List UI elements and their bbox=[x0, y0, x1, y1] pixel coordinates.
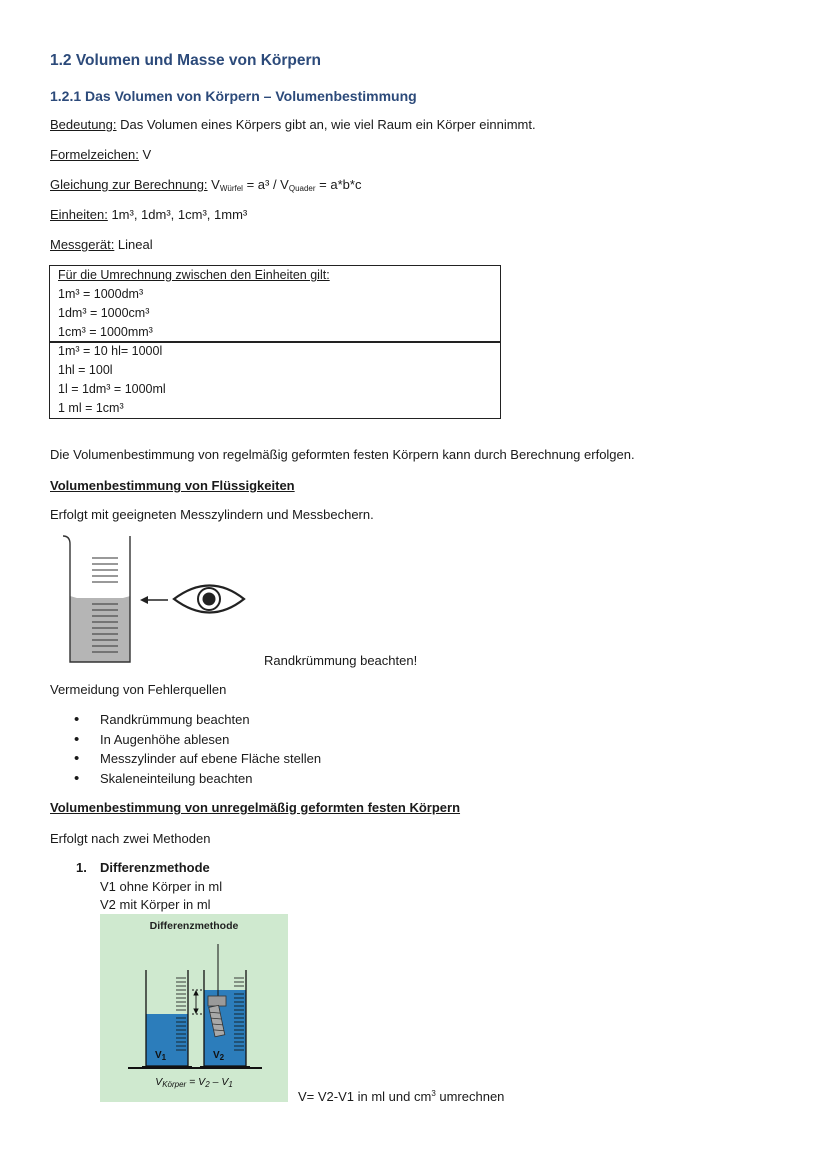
measuring-cylinder bbox=[63, 536, 130, 662]
gleichung-label: Gleichung zur Berechnung: bbox=[50, 177, 208, 192]
figure-title: Differenzmethode bbox=[149, 920, 239, 932]
conversion-row: 1dm³ = 1000cm³ bbox=[58, 306, 150, 320]
einheiten-text: 1m³, 1dm³, 1cm³, 1mm³ bbox=[107, 207, 248, 222]
arrow-left-icon bbox=[140, 596, 168, 604]
einheiten-label: Einheiten: bbox=[50, 207, 108, 222]
gleichung-sub1: Würfel bbox=[219, 184, 243, 193]
gleichung-sub2: Quader bbox=[288, 184, 316, 193]
regular-bodies-text: Die Volumenbestimmung von regelmäßig geformten festen Körpern kann durch Berechnung erfolgen. bbox=[50, 447, 635, 462]
definition-bedeutung bbox=[50, 117, 536, 132]
bedeutung-label: Bedeutung: bbox=[50, 117, 117, 132]
conversion-table-bottom bbox=[49, 341, 501, 419]
gleichung-v1: V bbox=[207, 177, 220, 192]
method1-v1: V1 ohne Körper in ml bbox=[100, 879, 223, 894]
fluid-text: Erfolgt mit geeigneten Messzylindern und Messbechern. bbox=[50, 507, 374, 522]
method1-title: Differenzmethode bbox=[100, 860, 210, 875]
conversion-row: 1l = 1dm³ = 1000ml bbox=[58, 382, 166, 396]
messgeraet-label: Messgerät: bbox=[50, 237, 115, 252]
meniscus-illustration bbox=[60, 532, 260, 667]
list-item: • In Augenhöhe ablesen bbox=[50, 730, 321, 750]
definition-messgeraet bbox=[50, 237, 153, 252]
fluid-heading: Volumenbestimmung von Flüssigkeiten bbox=[50, 478, 295, 493]
gleichung-end: = a*b*c bbox=[315, 177, 362, 192]
formel-label: Formelzeichen: bbox=[50, 147, 139, 162]
difference-method-diagram bbox=[100, 914, 288, 1102]
method1-number: 1. bbox=[76, 860, 87, 875]
errors-list bbox=[50, 710, 321, 788]
definition-gleichung bbox=[50, 177, 361, 193]
irregular-heading: Volumenbestimmung von unregelmäßig geformten festen Körpern bbox=[50, 800, 461, 815]
conversion-row: 1hl = 100l bbox=[58, 363, 113, 377]
result-formula: V= V2-V1 in ml und $cm^3$ umrechnen bbox=[298, 1089, 505, 1104]
conversion-row: 1m³ = 1000dm³ bbox=[58, 287, 144, 301]
level-difference-marker bbox=[192, 990, 204, 1014]
conversion-header: Für die Umrechnung zwischen den Einheiten gilt: bbox=[58, 268, 330, 282]
conversion-row: 1m³ = 10 hl= 1000l bbox=[58, 344, 163, 358]
method1-v2: V2 mit Körper in ml bbox=[100, 897, 211, 912]
bedeutung-text: Das Volumen eines Körpers gibt an, wie viel Raum ein Körper einnimmt. bbox=[116, 117, 536, 132]
conversion-row: 1cm³ = 1000mm³ bbox=[58, 325, 153, 339]
figure-formula: $V_{Körper} = V_2 - V_1$ bbox=[155, 1076, 233, 1089]
list-item: • Skaleneinteilung beachten bbox=[50, 769, 321, 789]
caption-randkruemmung: Randkrümmung beachten! bbox=[264, 653, 418, 668]
eye-icon bbox=[174, 586, 244, 613]
difference-method-figure bbox=[100, 914, 288, 1102]
conversion-row: 1 ml = 1cm³ bbox=[58, 401, 124, 415]
list-item: • Randkrümmung beachten bbox=[50, 710, 321, 730]
section-title: 1.2 Volumen und Masse von Körpern bbox=[50, 52, 322, 69]
two-methods-text: Erfolgt nach zwei Methoden bbox=[50, 831, 211, 846]
definition-formelzeichen bbox=[50, 147, 151, 162]
conversion-table-top bbox=[49, 265, 501, 343]
formel-text: V bbox=[138, 147, 152, 162]
messgeraet-text: Lineal bbox=[114, 237, 153, 252]
label-v1: $V_1$ bbox=[155, 1050, 167, 1062]
definition-einheiten bbox=[50, 207, 247, 222]
label-v2: $V_2$ bbox=[213, 1050, 225, 1062]
errors-heading: Vermeidung von Fehlerquellen bbox=[50, 682, 227, 697]
section-subtitle: 1.2.1 Das Volumen von Körpern – Volumenbestimmung bbox=[50, 88, 417, 104]
gleichung-mid: = a³ / V bbox=[242, 177, 289, 192]
list-item: • Messzylinder auf ebene Fläche stellen bbox=[50, 749, 321, 769]
